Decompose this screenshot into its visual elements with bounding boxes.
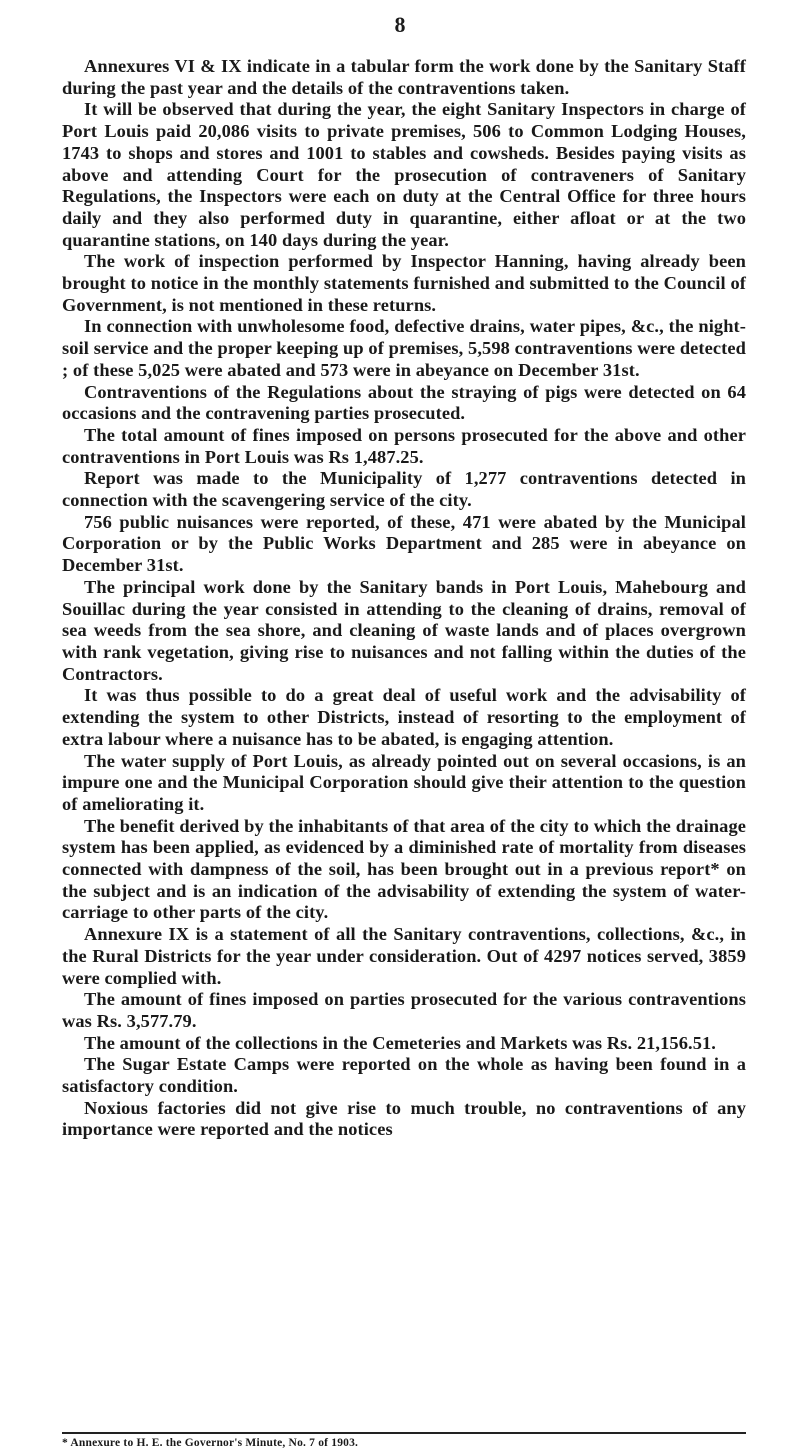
paragraph: It will be observed that during the year, the eight Sanitary Inspectors in charge of Port Louis paid 20,086 visits to private premises, 506 to Common Lodging Houses, 1743 to shops and stores and 1001 to stables and cowsheds. Besides paying visits as above and attending Court for the prosecution of contraveners of Sanitary Regulations, the Inspectors were each on duty at the Central Office for three hours daily and they also performed duty in quarantine, either afloat or at the two quarantine stations, on 140 days during the year. (62, 99, 746, 250)
paragraph: Annexures VI & IX indicate in a tabular form the work done by the Sanitary Staff during the past year and the details of the contraventions taken. (62, 56, 746, 98)
paragraph: Noxious factories did not give rise to much trouble, no contraventions of any importance were reported and the notices (62, 1097, 746, 1140)
body-text (62, 56, 746, 1141)
paragraph: The benefit derived by the inhabitants of that area of the city to which the drainage system has been applied, as evidenced by a diminished rate of mortality from diseases connected with dampness of the soil, has been brought out in a previous report* on the subject and is an indication of the advisability of extending the system of water-carriage to other parts of the city. (62, 815, 746, 923)
footnote-divider (62, 1432, 746, 1434)
paragraph: Annexure IX is a statement of all the Sanitary contraventions, collections, &c., in the Rural Districts for the year under consideration. Out of 4297 notices served, 3859 were complied with. (62, 924, 746, 988)
paragraph: 756 public nuisances were reported, of these, 471 were abated by the Municipal Corporation or by the Public Works Department and 285 were in abeyance on December 31st. (62, 511, 746, 576)
paragraph: The Sugar Estate Camps were reported on the whole as having been found in a satisfactory condition. (62, 1054, 746, 1097)
paragraph: The principal work done by the Sanitary bands in Port Louis, Mahebourg and Souillac during the year consisted in attending to the cleaning of drains, removal of sea weeds from the sea shore, and cleaning of waste lands and of places overgrown with rank vegetation, giving rise to nuisances and not falling within the duties of the Contractors. (62, 576, 746, 684)
paragraph: The work of inspection performed by Inspector Hanning, having already been brought to notice in the monthly statements furnished and submitted to the Council of Government, is not mentioned in these returns. (62, 251, 746, 315)
paragraph: Report was made to the Municipality of 1,277 contraventions detected in connection with the scavengering service of the city. (62, 468, 746, 511)
paragraph: In connection with unwholesome food, defective drains, water pipes, &c., the night-soil service and the proper keeping up of premises, 5,598 contraventions were detected ; of these 5,025 were abated and 573 were in abeyance on December 31st. (62, 316, 746, 380)
footnote: * Annexure to H. E. the Governor's Minute, No. 7 of 1903. (62, 1437, 359, 1449)
paragraph: The amount of the collections in the Cemeteries and Markets was Rs. 21,156.51. (84, 1032, 716, 1053)
paragraph: The water supply of Port Louis, as already pointed out on several occasions, is an impure one and the Municipal Corporation should give their attention to the question of ameliorating it. (62, 750, 746, 814)
paragraph: Contraventions of the Regulations about the straying of pigs were detected on 64 occasions and the contravening parties prosecuted. (62, 381, 746, 424)
paragraph: The total amount of fines imposed on persons prosecuted for the above and other contraventions in Port Louis was Rs 1,487.25. (62, 424, 746, 467)
paragraph: The amount of fines imposed on parties prosecuted for the various contraventions was Rs. 3,577.79. (62, 989, 746, 1031)
paragraph: It was thus possible to do a great deal of useful work and the advisability of extending the system to other Districts, instead of resorting to the employment of extra labour where a nuisance has to be abated, is engaging attention. (62, 685, 746, 749)
page-number: 8 (394, 12, 406, 37)
